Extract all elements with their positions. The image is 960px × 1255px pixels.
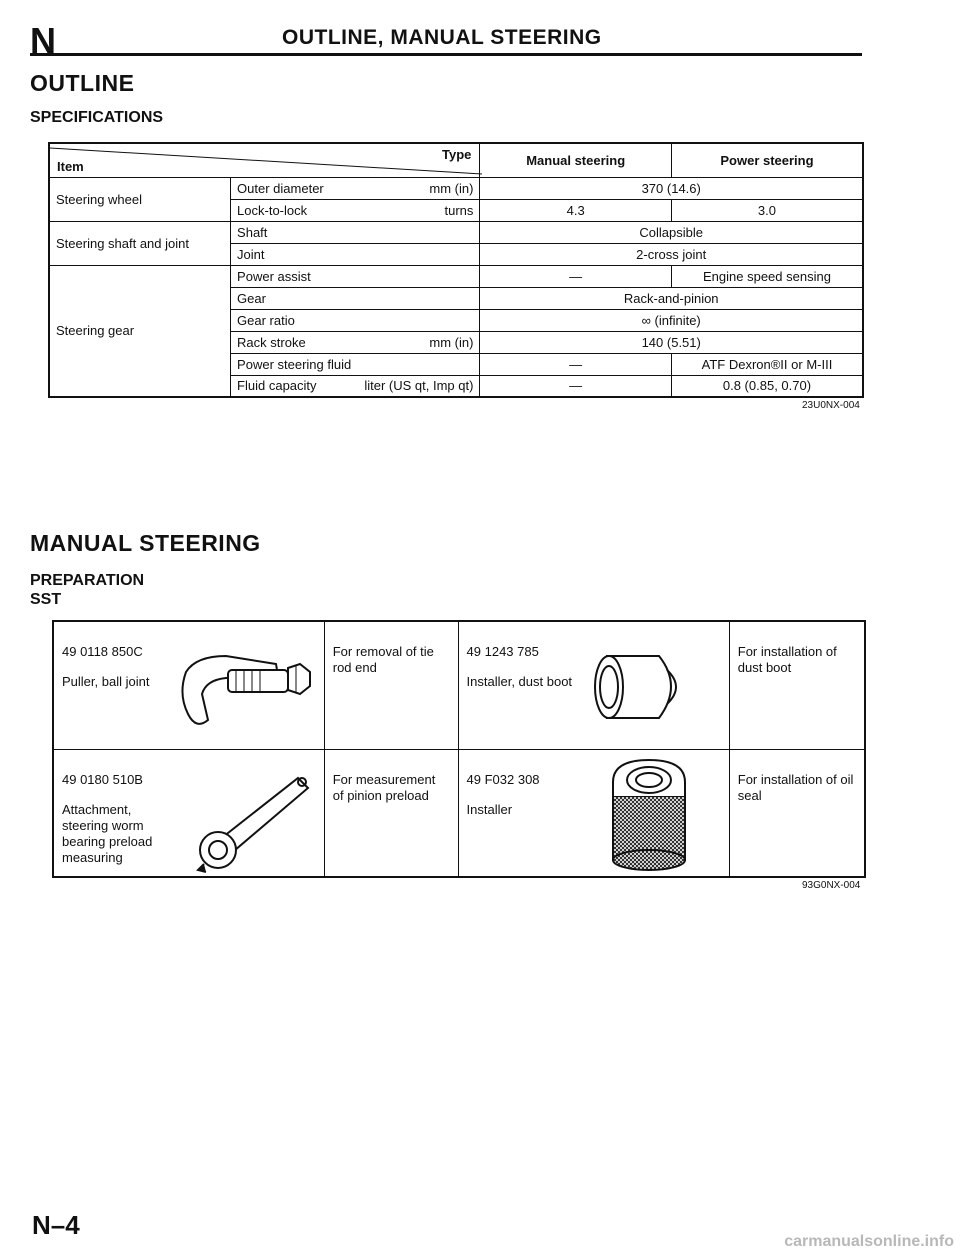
tool-number: 49 0118 850C: [62, 644, 143, 659]
row-label: Outer diameter mm (in): [231, 177, 480, 199]
capacity-manual: —: [480, 375, 672, 397]
tool-number: 49 0180 510B: [62, 771, 143, 787]
outline-heading: OUTLINE: [30, 70, 135, 96]
row-label: Fluid capacity liter (US qt, Imp qt): [231, 375, 480, 397]
fluid-power: ATF Dexron®II or M-III: [671, 353, 863, 375]
row-label: Joint: [231, 243, 480, 265]
section-letter: N: [30, 20, 56, 61]
tool-purpose: For measurement of pinion preload: [324, 749, 458, 877]
manual-steering-heading: MANUAL STEERING: [30, 530, 261, 556]
row-label: Power assist: [231, 265, 480, 287]
tool-cell: [53, 749, 324, 877]
row-label: Power steering fluid: [231, 353, 480, 375]
row-label: Gear: [231, 287, 480, 309]
specifications-heading: SPECIFICATIONS: [30, 109, 164, 126]
tool-name: Installer, dust boot: [466, 674, 573, 689]
gear-value: Rack-and-pinion: [480, 287, 863, 309]
sst-table: [52, 620, 866, 878]
preparation-heading: PREPARATION: [30, 572, 145, 589]
dust-boot-installer-icon: [587, 642, 697, 732]
item-label: Item: [57, 158, 84, 174]
capacity-power: 0.8 (0.85, 0.70): [671, 375, 863, 397]
page-header: [30, 14, 862, 61]
sst-ref-code: 93G0NX-004: [802, 880, 861, 891]
gear-ratio-value: ∞ (infinite): [480, 309, 863, 331]
lock-to-lock-power: 3.0: [671, 199, 863, 221]
tool-purpose: For installation of dust boot: [729, 621, 865, 749]
tool-name: Installer: [466, 801, 513, 817]
tool-name: Puller, ball joint: [62, 674, 150, 689]
row-label: Lock-to-lock turns: [231, 199, 480, 221]
tool-name: Attachment, steering worm bearing preload measuring: [62, 801, 153, 865]
tool-cell: [53, 621, 324, 749]
spec-ref-code: 23U0NX-004: [802, 400, 860, 411]
ball-joint-puller-icon: [166, 642, 316, 734]
row-label: Rack stroke mm (in): [231, 331, 480, 353]
preload-attachment-icon: [188, 764, 318, 874]
oil-seal-installer-icon: [599, 756, 699, 874]
power-assist-power: Engine speed sensing: [671, 265, 863, 287]
lock-to-lock-manual: 4.3: [480, 199, 672, 221]
outer-diameter-value: 370 (14.6): [480, 177, 863, 199]
type-label: Type: [442, 147, 472, 162]
page-number: N–4: [32, 1210, 80, 1240]
watermark: carmanualsonline.info: [784, 1233, 954, 1250]
sst-heading: SST: [30, 591, 62, 608]
type-item-header: [49, 143, 480, 177]
fluid-manual: —: [480, 353, 672, 375]
shaft-value: Collapsible: [480, 221, 863, 243]
power-steering-header: Power steering: [671, 143, 863, 177]
header-title: OUTLINE, MANUAL STEERING: [282, 26, 602, 49]
group-steering-gear: Steering gear: [49, 265, 231, 397]
joint-value: 2-cross joint: [480, 243, 863, 265]
power-assist-manual: —: [480, 265, 672, 287]
tool-purpose: For removal of tie rod end: [324, 621, 458, 749]
row-label: Gear ratio: [231, 309, 480, 331]
group-steering-wheel: Steering wheel: [49, 177, 231, 221]
row-label: Shaft: [231, 221, 480, 243]
group-shaft-joint: Steering shaft and joint: [49, 221, 231, 265]
tool-cell: [458, 749, 729, 877]
tool-number: 49 1243 785: [466, 644, 539, 659]
tool-purpose: For installation of oil seal: [729, 749, 865, 877]
tool-number: 49 F032 308: [466, 771, 540, 787]
specifications-table: [48, 142, 864, 398]
diagonal-divider: [50, 144, 482, 178]
manual-steering-header: Manual steering: [480, 143, 672, 177]
rack-stroke-value: 140 (5.51): [480, 331, 863, 353]
tool-cell: [458, 621, 729, 749]
